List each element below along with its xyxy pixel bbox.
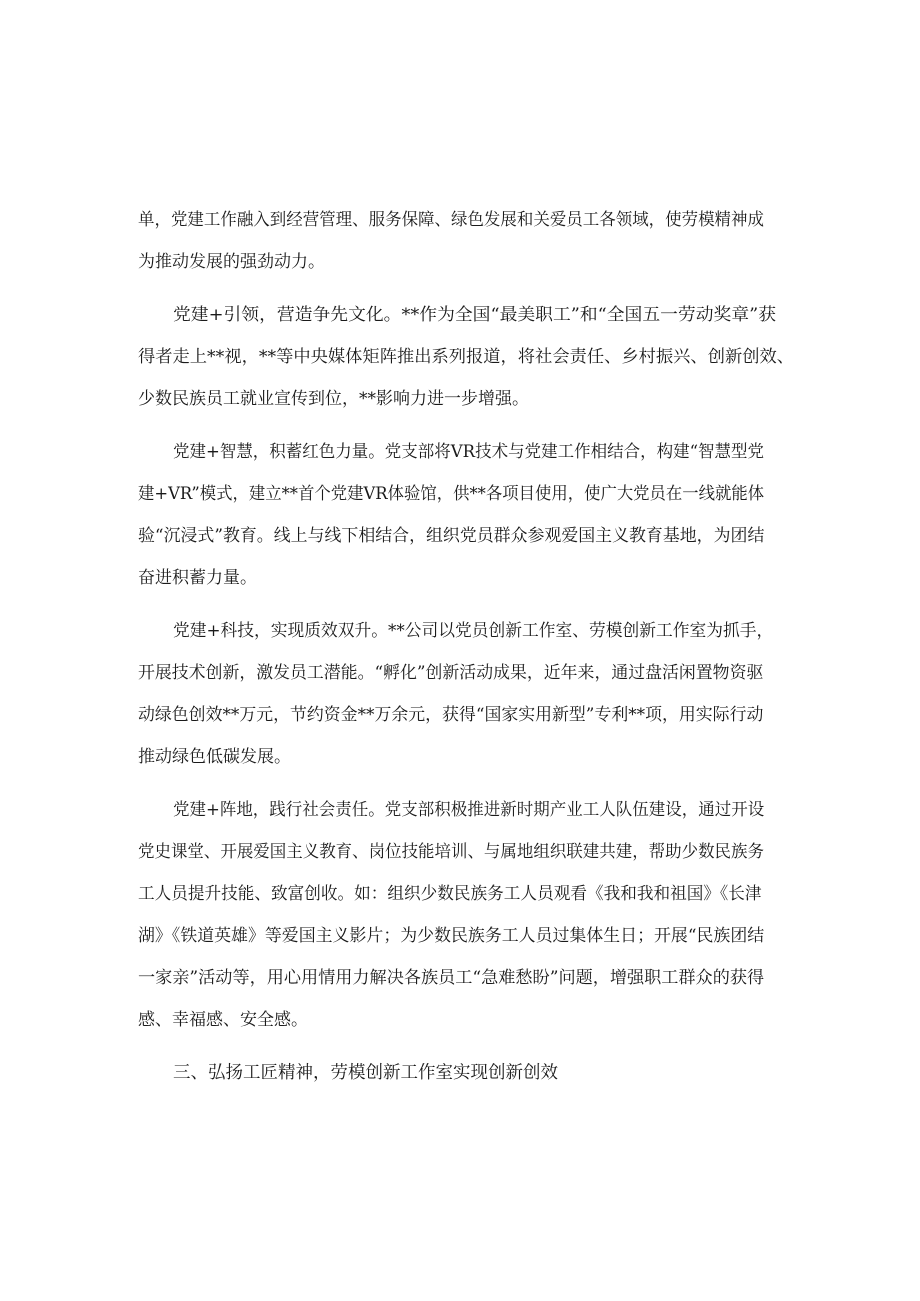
text-line: 推动绿色低碳发展。 <box>138 747 291 767</box>
text-line: 党建+引领，营造争先文化。**作为全国“最美职工”和“全国五一劳动奖章”获 <box>173 305 777 325</box>
text-line: 开展技术创新，激发员工潜能。“孵化”创新活动成果，近年来，通过盘活闲置物资驱 <box>138 663 764 683</box>
text-line: 验“沉浸式”教育。线上与线下相结合，组织党员群众参观爱国主义教育基地，为团结 <box>138 526 765 546</box>
text-line: 一家亲”活动等，用心用情用力解决各族员工“急难愁盼”问题，增强职工群众的获得 <box>138 968 765 988</box>
text-line: 动绿色创效**万元，节约资金**万余元，获得“国家实用新型”专利**项，用实际行动 <box>138 705 764 725</box>
text-line: 党建+智慧，积蓄红色力量。党支部将VR技术与党建工作相结合，构建“智慧型党 <box>173 442 764 462</box>
text-line: 少数民族员工就业宣传到位，**影响力进一步增强。 <box>138 389 529 409</box>
section-heading: 三、弘扬工匠精神，劳模创新工作室实现创新创效 <box>173 1063 558 1083</box>
text-line: 党建+阵地，践行社会责任。党支部积极推进新时期产业工人队伍建设，通过开设 <box>173 800 765 820</box>
text-line: 为推动发展的强劲动力。 <box>138 252 325 272</box>
text-line: 工人员提升技能、致富创收。如：组织少数民族务工人员观看《我和我和祖国》《长津 <box>138 884 762 904</box>
text-line: 单，党建工作融入到经营管理、服务保障、绿色发展和关爱员工各领域，使劳模精神成 <box>138 210 764 230</box>
text-line: 湖》《铁道英雄》等爱国主义影片；为少数民族务工人员过集体生日；开展“民族团结 <box>138 926 765 946</box>
text-line: 党史课堂、开展爱国主义教育、岗位技能培训、与属地组织联建共建，帮助少数民族务 <box>138 842 764 862</box>
text-line: 党建+科技，实现质效双升。**公司以党员创新工作室、劳模创新工作室为抓手， <box>173 621 774 641</box>
text-line: 感、幸福感、安全感。 <box>138 1010 308 1030</box>
text-line: 建+VR”模式，建立**首个党建VR体验馆，供**各项目使用，使广大党员在一线就能体 <box>138 484 765 504</box>
text-line: 得者走上**视，**等中央媒体矩阵推出系列报道，将社会责任、乡村振兴、创新创效、 <box>138 347 795 367</box>
text-line: 奋进积蓄力量。 <box>138 568 257 588</box>
